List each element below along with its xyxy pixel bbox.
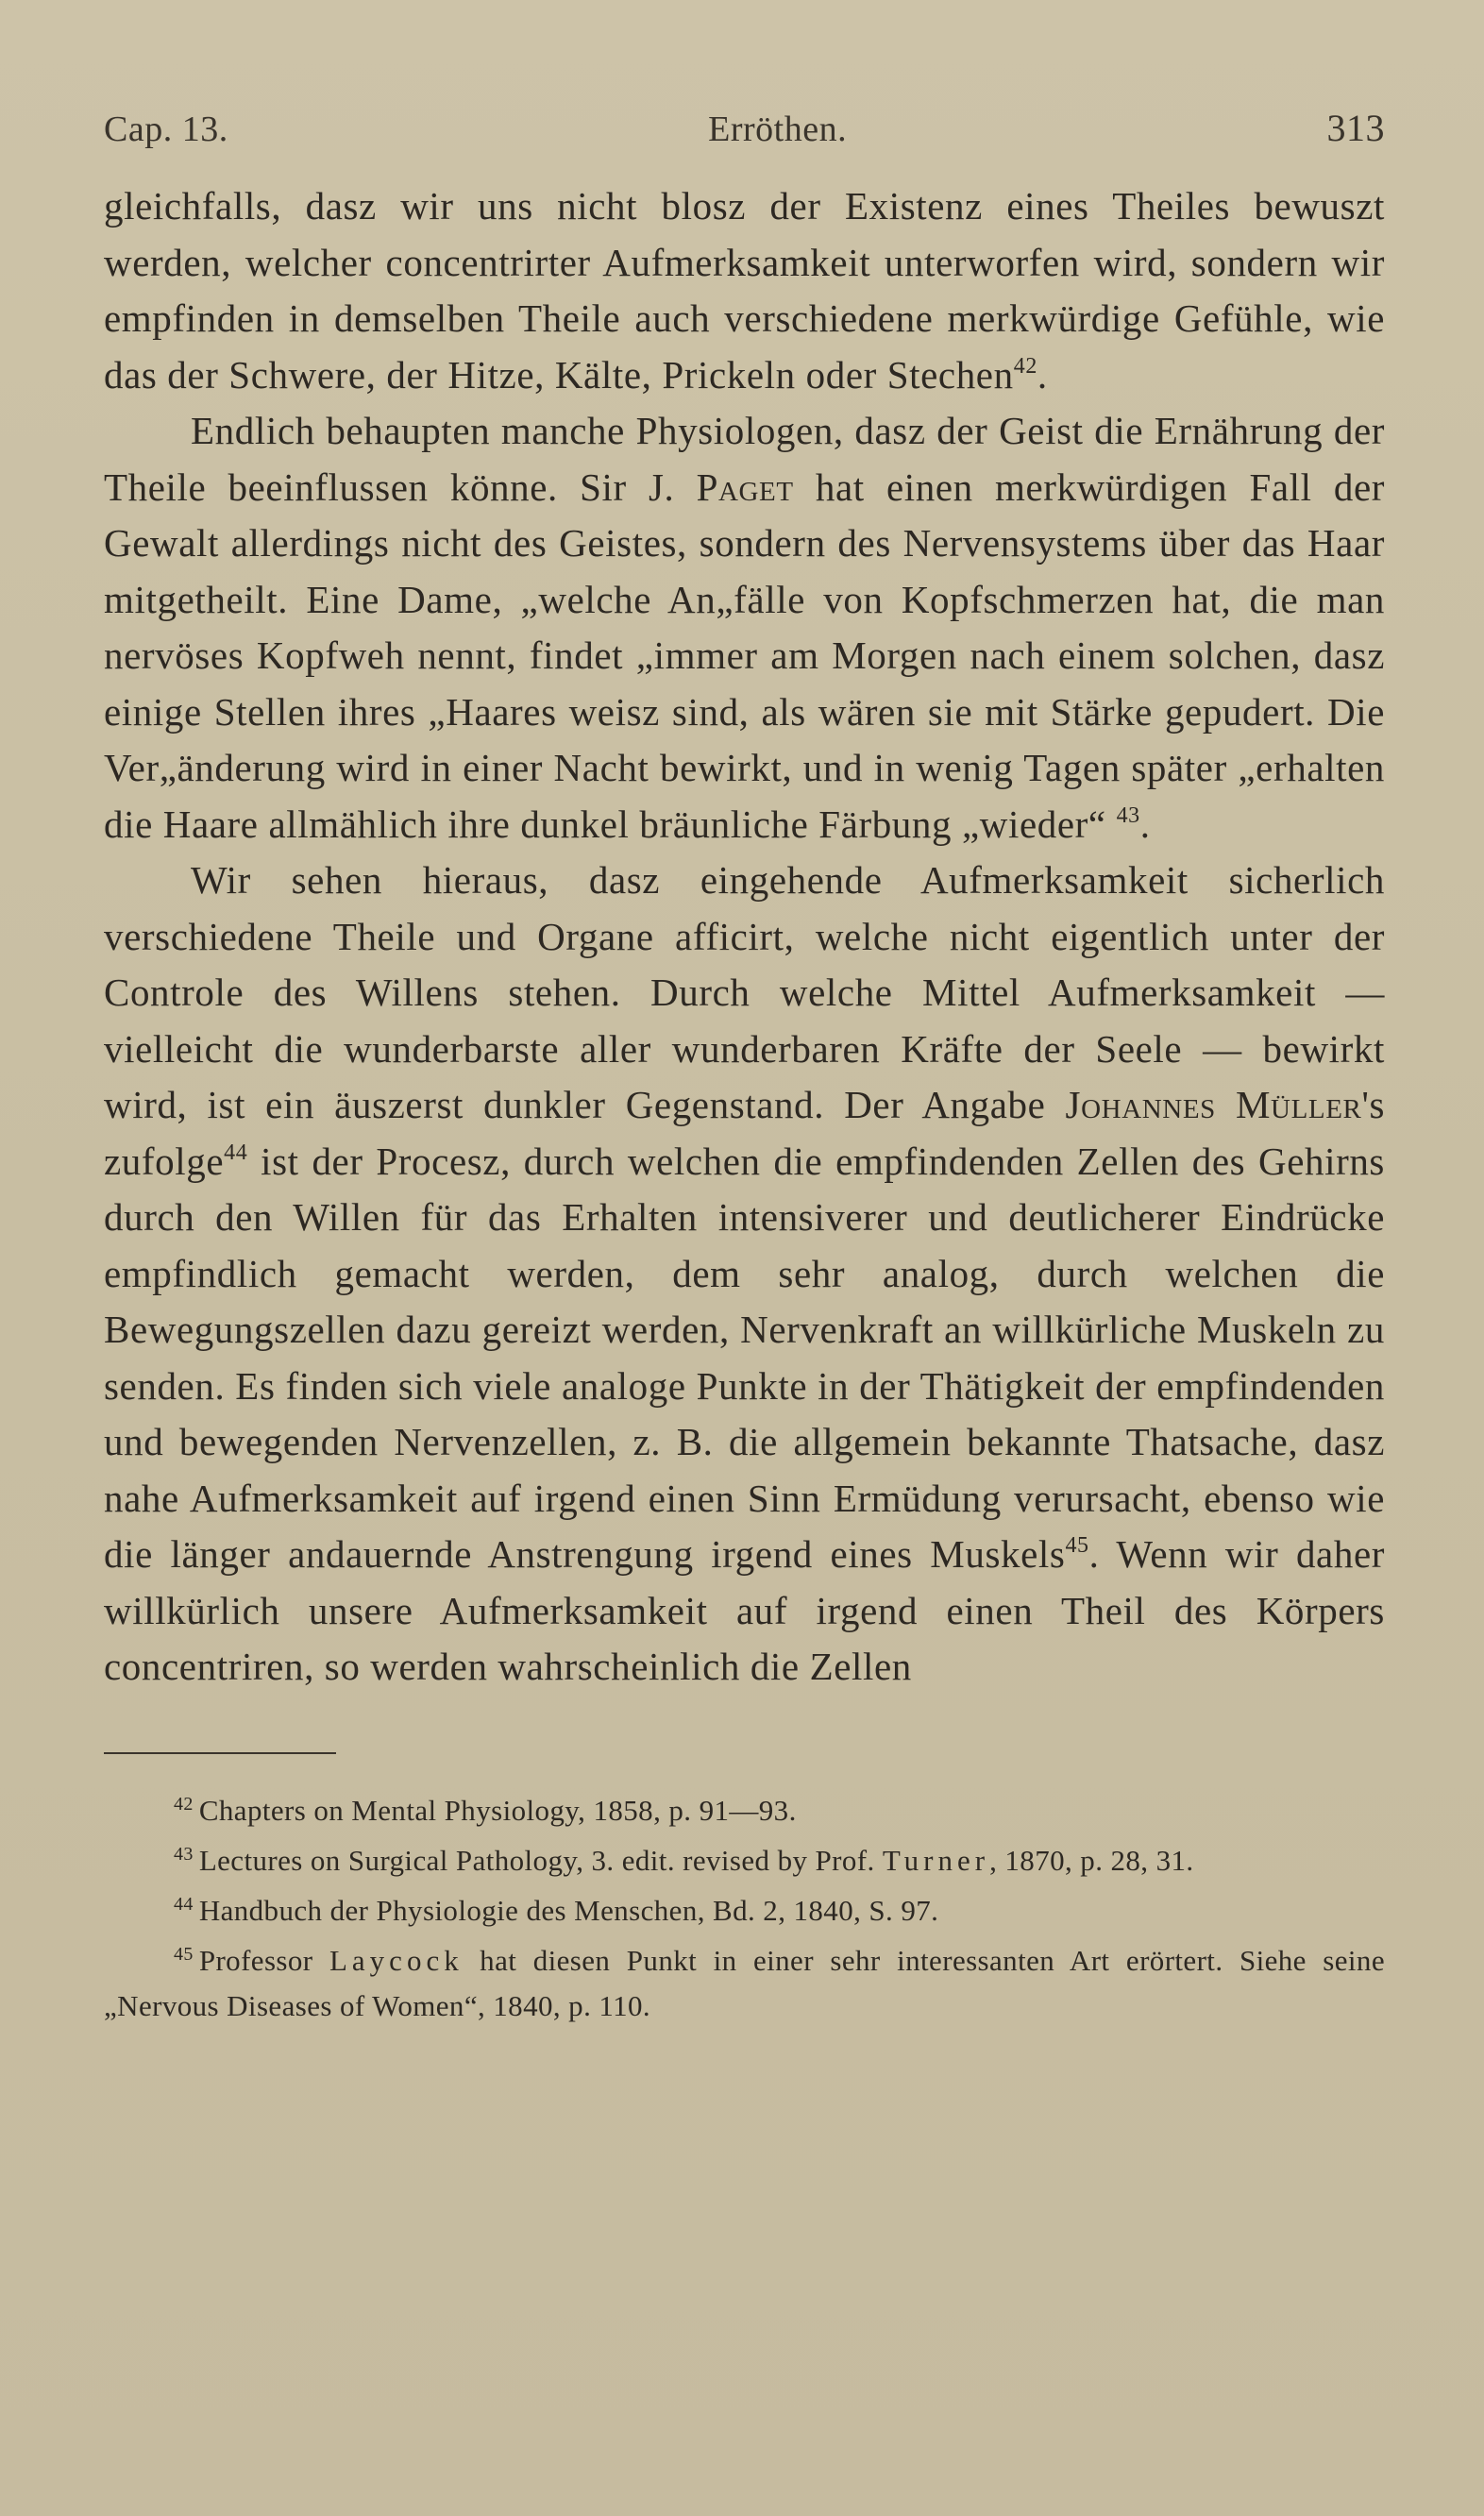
footnote-number: 44	[174, 1893, 194, 1915]
footnote-ref-42[interactable]: 42	[1013, 353, 1037, 379]
text-run: Endlich behaupten manche Physiologen, dasz der Geist die Ernährung der Theile beeinflussen könne. Sir J.	[104, 409, 1385, 509]
author-name: Johannes Müller	[1065, 1083, 1362, 1126]
text-run: .	[1139, 802, 1151, 846]
running-header	[104, 106, 1385, 150]
footnote-divider	[104, 1752, 336, 1754]
running-title: Erröthen.	[708, 110, 848, 149]
author-name: Turner	[882, 1843, 990, 1877]
text-run: Wir sehen hieraus, dasz eingehende Aufmerksamkeit sicherlich verschiedene Theile und Organe afficirt, welche nicht eigentlich unter der Controle des Willens stehen. Durch welche Mittel Aufmerksamkeit — vielleicht die wunderbarste aller wunderbaren Kräfte der Seele — bewirkt wird, ist ein äuszerst dunkler Gegenstand. Der Angabe	[104, 858, 1385, 1126]
footnote-ref-44[interactable]: 44	[224, 1140, 248, 1165]
paragraph-3	[104, 853, 1385, 1696]
text-run: hat einen merkwürdigen Fall der Gewalt allerdings nicht des Geistes, sondern des Nervensystems über das Haar mitgetheilt. Eine Dame, „welche An„fälle von Kopfschmerzen hat, die man nervöses Kopfweh nennt, findet „immer am Morgen nach einem solchen, dasz einige Stellen ihres „Haares weisz sind, als wären sie mit Stärke gepudert. Die Ver„änderung wird in einer Nacht bewirkt, und in wenig Tagen später „erhalten die Haare allmählich ihre dunkel bräunliche Färbung „wieder“	[104, 464, 1385, 846]
footnote-number: 43	[174, 1843, 194, 1865]
footnote-text: hat diesen Punkt in einer sehr interessanten Art erörtert. Siehe seine „Nervous Diseases of Women“, 1840, p. 110.	[104, 1943, 1385, 2022]
text-run: 's zufolge	[104, 1083, 1386, 1183]
footnote-ref-45[interactable]: 45	[1065, 1533, 1089, 1558]
footnote-42	[104, 1788, 1385, 1833]
chapter-label: Cap. 13.	[104, 110, 228, 149]
main-text	[104, 178, 1385, 1696]
footnote-text: , 1870, p. 28, 31.	[989, 1843, 1194, 1877]
footnote-text: Lectures on Surgical Pathology, 3. edit. revised by Prof.	[198, 1843, 883, 1877]
page-number: 313	[1326, 107, 1385, 149]
text-run: ist der Procesz, durch welchen die empfindenden Zellen des Gehirns durch den Willen für das Erhalten intensiverer und deutlicherer Eindrücke empfindlich gemacht werden, dem sehr analog, durch welchen die Bewegungszellen dazu gereizt werden, Nervenkraft an willkürliche Muskeln zu senden. Es finden sich viele analoge Punkte in der Thätigkeit der empfindenden und bewegenden Nervenzellen, z. B. die allgemein bekannte Thatsache, dasz nahe Aufmerksamkeit auf irgend einen Sinn Ermüdung verursacht, ebenso wie die länger andauernde Anstrengung irgend eines Muskels	[104, 1139, 1385, 1576]
paragraph-2	[104, 403, 1385, 853]
text-run: . Wenn wir daher willkürlich unsere Aufmerksamkeit auf irgend einen Theil des Körpers concentriren, so werden wahrscheinlich die Zellen	[104, 1532, 1385, 1688]
footnote-text: Chapters on Mental Physiology, 1858, p. 91—93.	[198, 1793, 797, 1827]
footnote-44	[104, 1888, 1385, 1933]
author-name: Laycock	[329, 1943, 464, 1977]
footnote-43	[104, 1838, 1385, 1883]
footnote-text: Professor	[198, 1943, 329, 1977]
author-name: Paget	[696, 464, 794, 509]
footnotes	[104, 1788, 1385, 2029]
footnote-text: Handbuch der Physiologie des Menschen, Bd. 2, 1840, S. 97.	[198, 1893, 939, 1927]
footnote-number: 45	[174, 1943, 194, 1965]
footnote-ref-43[interactable]: 43	[1116, 802, 1140, 828]
text-run: gleichfalls, dasz wir uns nicht blosz der Existenz eines Theiles bewuszt werden, welcher concentrirter Aufmerksamkeit unterworfen wird, sondern wir empfinden in demselben Theile auch verschiedene merkwürdige Gefühle, wie das der Schwere, der Hitze, Kälte, Prickeln oder Stechen	[104, 184, 1385, 397]
text-run: .	[1037, 352, 1048, 397]
paragraph-1	[104, 178, 1385, 403]
footnote-number: 42	[174, 1793, 194, 1815]
footnote-45	[104, 1938, 1385, 2029]
